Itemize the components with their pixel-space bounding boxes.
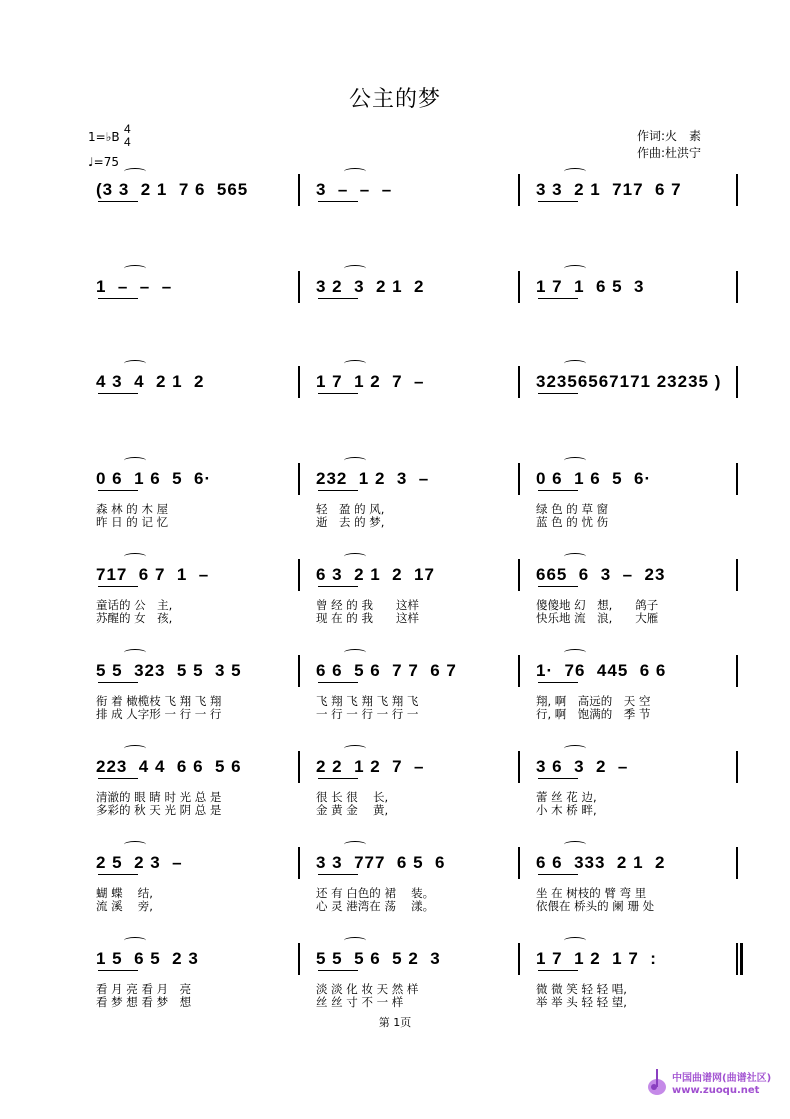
beam-underline bbox=[538, 874, 578, 875]
bar-line bbox=[518, 271, 520, 303]
measure-notes: 1 7 1 2 1 7 : bbox=[536, 949, 657, 968]
beam-underline bbox=[538, 778, 578, 779]
lyric-line: 看 月 亮 看 月 亮 bbox=[96, 982, 192, 996]
measure-notes: 0 6 1 6 5 6· bbox=[536, 469, 652, 488]
lyricist-credit: 作词:火 素 bbox=[637, 129, 702, 143]
lyric-line: 清澈的 眼 睛 时 光 总 是 bbox=[96, 790, 222, 804]
measure-notes: 3 – – – bbox=[316, 180, 393, 199]
watermark-logo-icon bbox=[646, 1067, 668, 1097]
measure-notes: 1 7 1 6 5 3 bbox=[536, 277, 645, 296]
measure-notes: 3 3 777 6 5 6 bbox=[316, 853, 446, 872]
slur-mark bbox=[564, 360, 586, 367]
time-bottom: 4 bbox=[124, 135, 131, 149]
lyric-line: 行, 啊 饱满的 季 节 bbox=[536, 707, 651, 721]
watermark bbox=[646, 1063, 776, 1105]
lyric-line: 坐 在 树枝的 臂 弯 里 bbox=[536, 886, 647, 900]
lyric-line: 昨 日 的 记 忆 bbox=[96, 515, 169, 529]
beam-underline bbox=[318, 298, 358, 299]
beam-underline bbox=[98, 586, 138, 587]
beam-underline bbox=[318, 201, 358, 202]
final-bar-line bbox=[740, 943, 743, 975]
beam-underline bbox=[98, 970, 138, 971]
slur-mark bbox=[124, 937, 146, 944]
beam-underline bbox=[318, 586, 358, 587]
lyric-line: 苏醒的 女 孩, bbox=[96, 611, 173, 625]
lyric-line: 心 灵 港湾在 荡 漾。 bbox=[316, 899, 435, 913]
bar-line bbox=[518, 751, 520, 783]
bar-line bbox=[736, 655, 738, 687]
composer-credit: 作曲:杜洪宁 bbox=[637, 146, 702, 160]
lyric-line: 小 木 桥 畔, bbox=[536, 803, 597, 817]
bar-line bbox=[518, 943, 520, 975]
slur-mark bbox=[124, 745, 146, 752]
slur-mark bbox=[124, 841, 146, 848]
measure-notes: 4 3 4 2 1 2 bbox=[96, 372, 205, 391]
lyric-line: 蕾 丝 花 边, bbox=[536, 790, 597, 804]
lyric-line: 衔 着 橄榄枝 飞 翔 飞 翔 bbox=[96, 694, 222, 708]
lyric-line: 金 黄 金 黄, bbox=[316, 803, 389, 817]
beam-underline bbox=[98, 874, 138, 875]
lyric-line: 丝 丝 寸 不 一 样 bbox=[316, 995, 404, 1009]
slur-mark bbox=[564, 168, 586, 175]
bar-line bbox=[736, 174, 738, 206]
measure-notes: 2 5 2 3 – bbox=[96, 853, 183, 872]
beam-underline bbox=[538, 201, 578, 202]
slur-mark bbox=[124, 649, 146, 656]
lyric-line: 淡 淡 化 妆 天 然 样 bbox=[316, 982, 419, 996]
bar-line bbox=[298, 655, 300, 687]
lyric-line: 举 举 头 轻 轻 望, bbox=[536, 995, 627, 1009]
measure-notes: 5 5 5 6 5 2 3 bbox=[316, 949, 441, 968]
measure-notes: (3 3 2 1 7 6 565 bbox=[96, 180, 249, 199]
bar-line bbox=[298, 174, 300, 206]
lyric-line: 流 溪 旁, bbox=[96, 899, 153, 913]
lyric-line: 傻傻地 幻 想, 鸽子 bbox=[536, 598, 659, 612]
lyric-line: 翔, 啊 高远的 天 空 bbox=[536, 694, 651, 708]
bar-line bbox=[298, 271, 300, 303]
measure-notes: 1 – – – bbox=[96, 277, 173, 296]
beam-underline bbox=[98, 490, 138, 491]
measure-notes: 6 3 2 1 2 17 bbox=[316, 565, 435, 584]
beam-underline bbox=[538, 490, 578, 491]
lyric-line: 现 在 的 我 这样 bbox=[316, 611, 419, 625]
beam-underline bbox=[318, 490, 358, 491]
lyric-line: 快乐地 流 浪, 大雁 bbox=[536, 611, 659, 625]
slur-mark bbox=[344, 360, 366, 367]
slur-mark bbox=[564, 937, 586, 944]
bar-line bbox=[518, 463, 520, 495]
bar-line bbox=[298, 559, 300, 591]
slur-mark bbox=[344, 745, 366, 752]
measure-notes: 232 1 2 3 – bbox=[316, 469, 430, 488]
measure-notes: 0 6 1 6 5 6· bbox=[96, 469, 212, 488]
bar-line bbox=[736, 463, 738, 495]
slur-mark bbox=[344, 553, 366, 560]
lyric-line: 童话的 公 主, bbox=[96, 598, 173, 612]
measure-notes: 665 6 3 – 23 bbox=[536, 565, 666, 584]
lyric-line: 绿 色 的 草 窗 bbox=[536, 502, 609, 516]
slur-mark bbox=[564, 745, 586, 752]
slur-mark bbox=[344, 841, 366, 848]
lyric-line: 多彩的 秋 天 光 阴 总 是 bbox=[96, 803, 222, 817]
measure-notes: 3 3 2 1 717 6 7 bbox=[536, 180, 682, 199]
lyric-line: 看 梦 想 看 梦 想 bbox=[96, 995, 192, 1009]
bar-line bbox=[518, 366, 520, 398]
slur-mark bbox=[124, 457, 146, 464]
measure-notes: 6 6 333 2 1 2 bbox=[536, 853, 666, 872]
measure-notes: 2 2 1 2 7 – bbox=[316, 757, 425, 776]
lyric-line: 微 微 笑 轻 轻 唱, bbox=[536, 982, 627, 996]
bar-line bbox=[518, 174, 520, 206]
bar-line bbox=[736, 559, 738, 591]
beam-underline bbox=[538, 586, 578, 587]
slur-mark bbox=[344, 649, 366, 656]
lyric-line: 排 成 人字形 一 行 一 行 bbox=[96, 707, 222, 721]
beam-underline bbox=[318, 778, 358, 779]
slur-mark bbox=[124, 168, 146, 175]
slur-mark bbox=[344, 937, 366, 944]
watermark-url: www.zuoqu.net bbox=[672, 1085, 760, 1096]
tempo-marking: ♩=75 bbox=[88, 155, 119, 169]
measure-notes: 3 6 3 2 – bbox=[536, 757, 629, 776]
measure-notes: 717 6 7 1 – bbox=[96, 565, 210, 584]
page-number: 第 1页 bbox=[378, 1016, 412, 1029]
song-title: 公主的梦 bbox=[348, 87, 441, 112]
lyric-line: 曾 经 的 我 这样 bbox=[316, 598, 419, 612]
lyric-line: 森 林 的 木 屋 bbox=[96, 502, 169, 516]
beam-underline bbox=[318, 970, 358, 971]
slur-mark bbox=[564, 457, 586, 464]
slur-mark bbox=[124, 553, 146, 560]
slur-mark bbox=[564, 841, 586, 848]
measure-notes: 1· 76 445 6 6 bbox=[536, 661, 667, 680]
slur-mark bbox=[564, 265, 586, 272]
lyric-line: 还 有 白色的 裙 装。 bbox=[316, 886, 435, 900]
bar-line bbox=[736, 271, 738, 303]
measure-notes: 223 4 4 6 6 5 6 bbox=[96, 757, 242, 776]
bar-line bbox=[518, 655, 520, 687]
beam-underline bbox=[318, 393, 358, 394]
beam-underline bbox=[538, 298, 578, 299]
measure-notes: 1 7 1 2 7 – bbox=[316, 372, 425, 391]
key-signature bbox=[88, 130, 120, 144]
bar-line bbox=[298, 463, 300, 495]
bar-line bbox=[298, 751, 300, 783]
beam-underline bbox=[98, 778, 138, 779]
measure-notes: 5 5 323 5 5 3 5 bbox=[96, 661, 242, 680]
beam-underline bbox=[538, 970, 578, 971]
lyric-line: 逝 去 的 梦, bbox=[316, 515, 385, 529]
measure-notes: 32356567171 23235 ) bbox=[536, 372, 722, 391]
slur-mark bbox=[344, 457, 366, 464]
beam-underline bbox=[538, 393, 578, 394]
slur-mark bbox=[124, 265, 146, 272]
bar-line bbox=[298, 943, 300, 975]
watermark-text: 中国曲谱网(曲谱社区) bbox=[672, 1073, 772, 1084]
lyric-line: 轻 盈 的 风, bbox=[316, 502, 385, 516]
bar-line bbox=[736, 943, 738, 975]
slur-mark bbox=[564, 649, 586, 656]
lyric-line: 蝴 蝶 结, bbox=[96, 886, 153, 900]
bar-line bbox=[518, 847, 520, 879]
bar-line bbox=[298, 847, 300, 879]
bar-line bbox=[298, 366, 300, 398]
beam-underline bbox=[98, 298, 138, 299]
measure-notes: 1 5 6 5 2 3 bbox=[96, 949, 199, 968]
slur-mark bbox=[564, 553, 586, 560]
lyric-line: 依偎在 桥头的 阑 珊 处 bbox=[536, 899, 655, 913]
beam-underline bbox=[538, 682, 578, 683]
bar-line bbox=[736, 847, 738, 879]
lyric-line: 飞 翔 飞 翔 飞 翔 飞 bbox=[316, 694, 419, 708]
bar-line bbox=[736, 751, 738, 783]
beam-underline bbox=[318, 682, 358, 683]
key-label: 1=♭B bbox=[88, 130, 120, 144]
bar-line bbox=[736, 366, 738, 398]
bar-line bbox=[518, 559, 520, 591]
measure-notes: 3 2 3 2 1 2 bbox=[316, 277, 425, 296]
lyric-line: 蓝 色 的 忧 伤 bbox=[536, 515, 609, 529]
time-top: 4 bbox=[124, 122, 131, 136]
measure-notes: 6 6 5 6 7 7 6 7 bbox=[316, 661, 457, 680]
time-signature bbox=[124, 123, 131, 149]
lyric-line: 很 长 很 长, bbox=[316, 790, 389, 804]
beam-underline bbox=[98, 393, 138, 394]
beam-underline bbox=[98, 682, 138, 683]
beam-underline bbox=[98, 201, 138, 202]
slur-mark bbox=[344, 265, 366, 272]
beam-underline bbox=[318, 874, 358, 875]
slur-mark bbox=[344, 168, 366, 175]
lyric-line: 一 行 一 行 一 行 一 bbox=[316, 707, 419, 721]
slur-mark bbox=[124, 360, 146, 367]
